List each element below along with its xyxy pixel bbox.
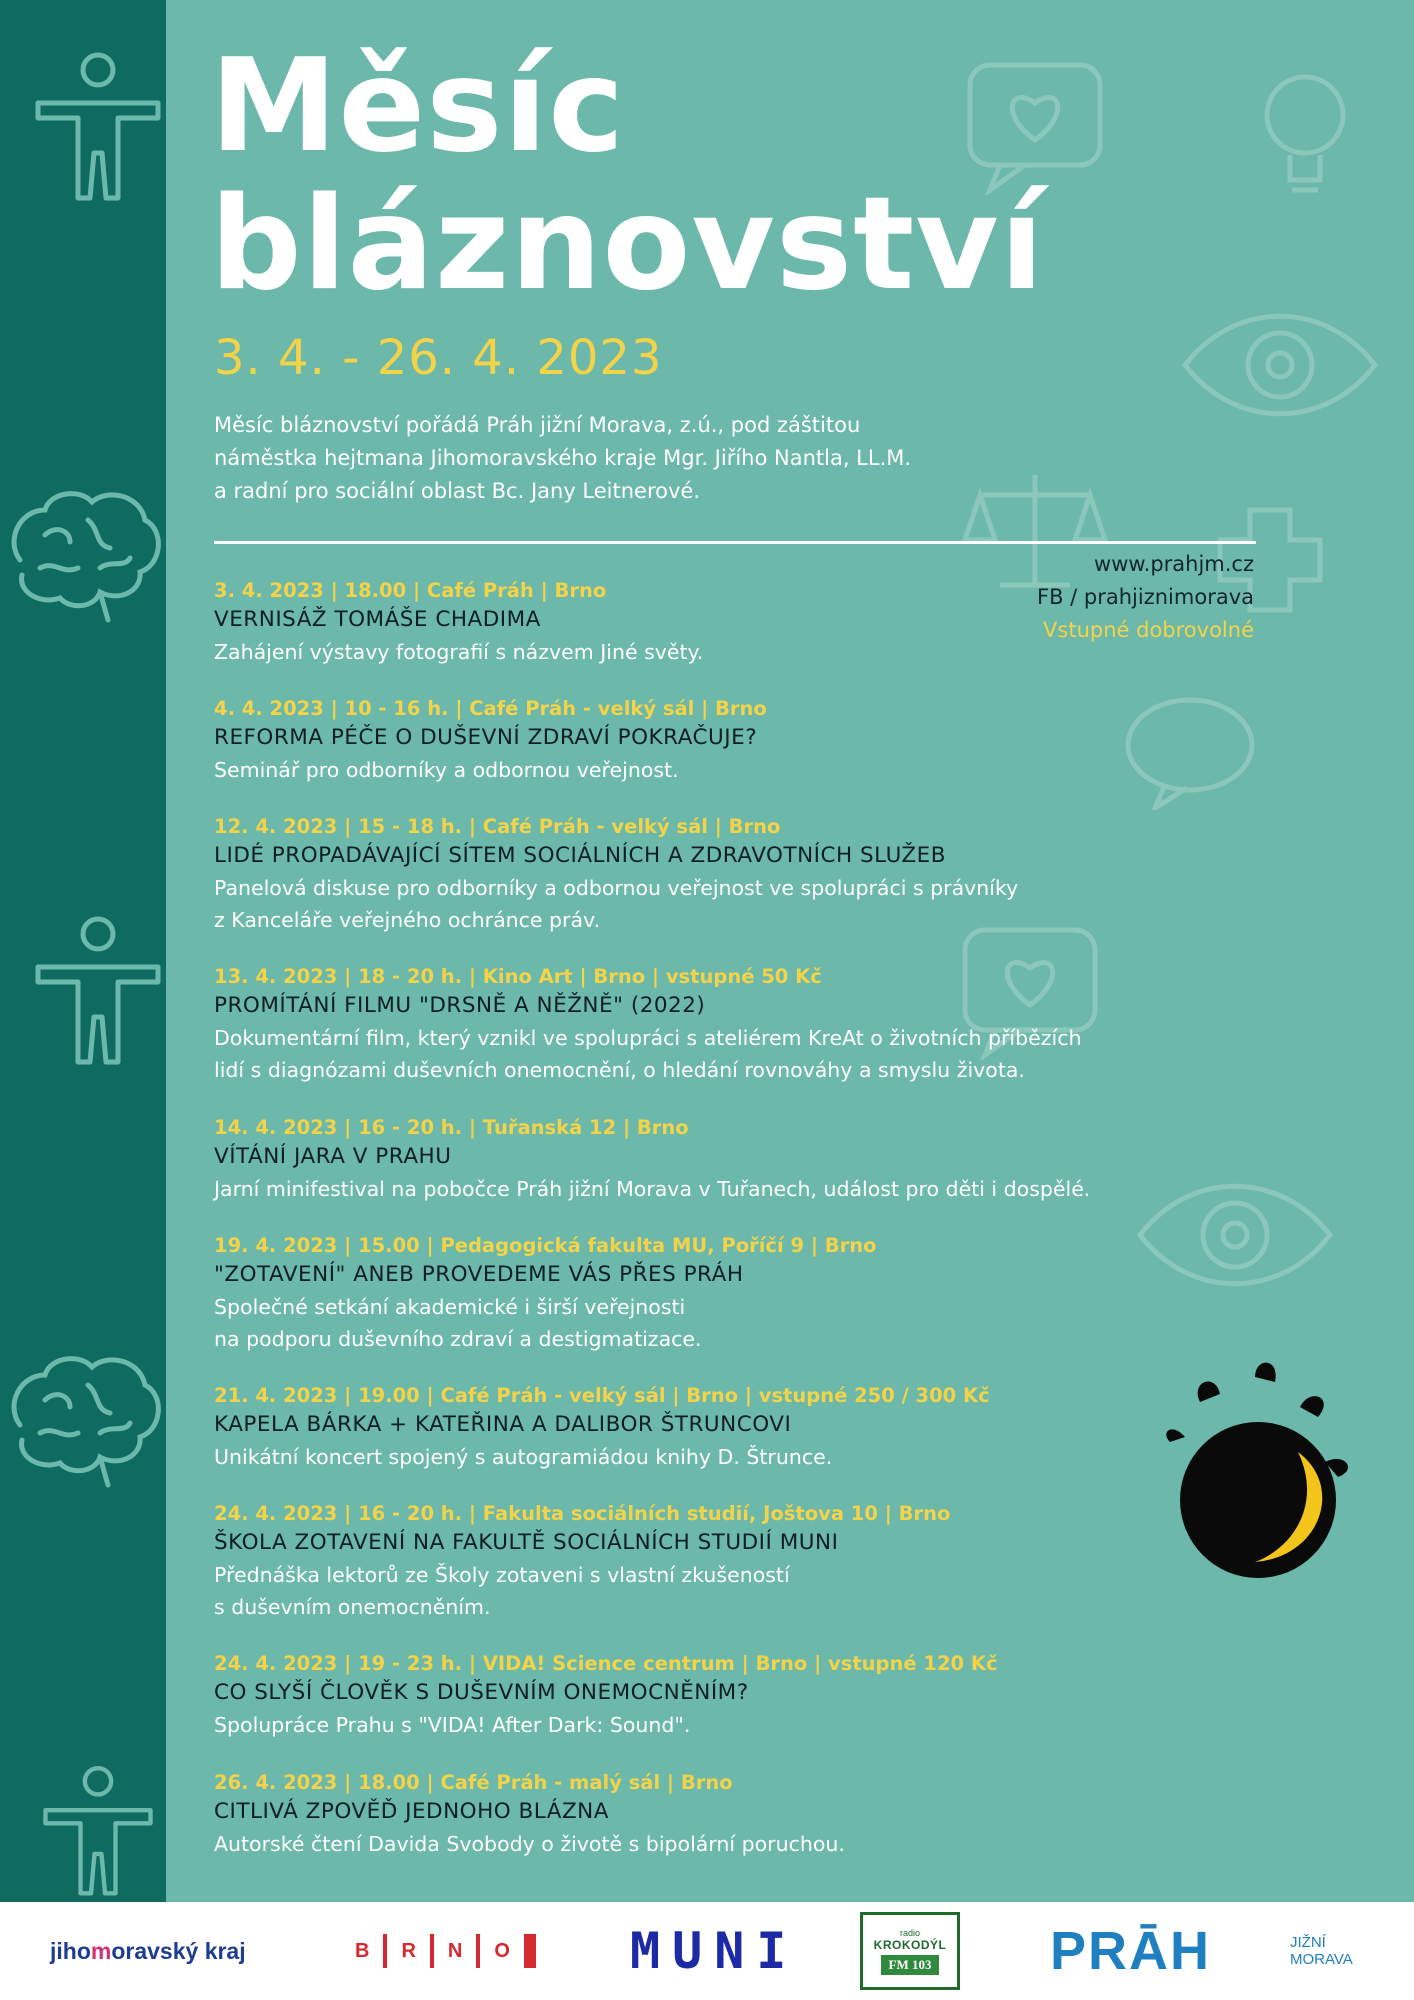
event-meta: 14. 4. 2023 | 16 - 20 h. | Tuřanská 12 | Brno xyxy=(214,1116,689,1139)
brno-logo xyxy=(355,1902,536,2000)
event-meta: 24. 4. 2023 | 19 - 23 h. | VIDA! Science centrum | Brno | vstupné 120 Kč xyxy=(214,1652,998,1675)
event-name: VERNISÁŽ TOMÁŠE CHADIMA xyxy=(214,607,541,632)
event-description: Jarní minifestival na pobočce Práh jižní Morava v Tuřanech, událost pro děti i dospělé. xyxy=(214,1177,1091,1201)
human-figure-icon xyxy=(30,1762,166,1902)
event-meta: 21. 4. 2023 | 19.00 | Café Práh - velký sál | Brno | vstupné 250 / 300 Kč xyxy=(214,1384,990,1407)
event-name: REFORMA PÉČE O DUŠEVNÍ ZDRAVÍ POKRAČUJE? xyxy=(214,725,758,750)
intro-line: náměstka hejtmana Jihomoravského kraje Mgr. Jiřího Nantla, LL.M. xyxy=(214,446,912,470)
brain-icon xyxy=(0,480,166,630)
brno-letter: O xyxy=(494,1939,510,1962)
event-description: Dokumentární film, který vznikl ve spolupráci s ateliérem KreAt o životních příbězích xyxy=(214,1026,1082,1050)
radio-label: radio xyxy=(899,1927,920,1938)
event-description: Unikátní koncert spojený s autogramiádou knihy D. Štrunce. xyxy=(214,1445,833,1469)
sun-crescent-logo xyxy=(1160,1352,1360,1592)
event-meta: 24. 4. 2023 | 16 - 20 h. | Fakulta sociálních studií, Joštova 10 | Brno xyxy=(214,1502,951,1525)
left-strip xyxy=(0,0,166,1902)
event-description: Panelová diskuse pro odborníky a odbornou veřejnost ve spolupráci s právníky xyxy=(214,876,1019,900)
facebook-link[interactable]: FB / prahjiznimorava xyxy=(1037,585,1254,609)
event-item xyxy=(214,814,1394,936)
event-meta: 12. 4. 2023 | 15 - 18 h. | Café Práh - velký sál | Brno xyxy=(214,815,781,838)
event-name: VÍTÁNÍ JARA V PRAHU xyxy=(214,1144,452,1169)
event-name: PROMÍTÁNÍ FILMU "DRSNĚ A NĚŽNĚ" (2022) xyxy=(214,993,706,1018)
intro-line: Měsíc bláznovství pořádá Práh jižní Morava, z.ú., pod záštitou xyxy=(214,413,861,437)
title-line-2: bláznovství xyxy=(210,170,1045,319)
prah-logo-subtitle xyxy=(1290,1902,1353,2000)
event-item xyxy=(214,1233,1394,1355)
event-name: ŠKOLA ZOTAVENÍ NA FAKULTĚ SOCIÁLNÍCH STUDIÍ MUNI xyxy=(214,1530,839,1555)
jihomoravsky-kraj-logo xyxy=(50,1902,246,2000)
event-name: "ZOTAVENÍ" ANEB PROVEDEME VÁS PŘES PRÁH xyxy=(214,1262,744,1287)
event-name: CO SLYŠÍ ČLOVĚK S DUŠEVNÍM ONEMOCNĚNÍM? xyxy=(214,1680,749,1705)
event-item xyxy=(214,964,1394,1086)
event-description: s duševním onemocněním. xyxy=(214,1595,491,1619)
event-description: Společné setkání akademické i širší veřejnosti xyxy=(214,1295,686,1319)
website-link[interactable]: www.prahjm.cz xyxy=(1094,552,1254,576)
event-item xyxy=(214,1770,1394,1860)
event-description: Přednáška lektorů ze Školy zotaveni s vlastní zkušeností xyxy=(214,1563,790,1587)
muni-logo: MUNI xyxy=(630,1922,799,1980)
date-range: 3. 4. - 26. 4. 2023 xyxy=(214,330,663,386)
event-item xyxy=(214,696,1394,786)
event-description: z Kanceláře veřejného ochránce práv. xyxy=(214,908,601,932)
event-meta: 4. 4. 2023 | 10 - 16 h. | Café Práh - velký sál | Brno xyxy=(214,697,767,720)
partner-footer xyxy=(0,1902,1414,2000)
title-line-1: Měsíc xyxy=(210,32,626,181)
event-description: lidí s diagnózami duševních onemocnění, o hledání rovnováhy a smyslu života. xyxy=(214,1058,1025,1082)
radio-frequency: FM 103 xyxy=(881,1955,940,1975)
logo-text: jiho xyxy=(50,1937,91,1964)
event-name: KAPELA BÁRKA + KATEŘINA A DALIBOR ŠTRUNCOVI xyxy=(214,1412,792,1437)
human-figure-icon xyxy=(30,912,166,1072)
brno-letter: B xyxy=(355,1939,370,1962)
radio-krokodyl-logo xyxy=(860,1902,960,2000)
brno-letter: R xyxy=(401,1939,416,1962)
page-title xyxy=(210,32,1045,319)
intro-text xyxy=(214,409,1194,508)
event-item xyxy=(214,1115,1394,1205)
brain-icon xyxy=(0,1345,166,1495)
event-meta: 19. 4. 2023 | 15.00 | Pedagogická fakulta MU, Poříčí 9 | Brno xyxy=(214,1234,877,1257)
eye-icon xyxy=(1175,300,1385,430)
lightbulb-icon xyxy=(1250,60,1360,200)
event-description: na podporu duševního zdraví a destigmatizace. xyxy=(214,1327,702,1351)
brno-letter: N xyxy=(447,1939,463,1962)
prah-subtitle-line: JIŽNÍ xyxy=(1290,1934,1326,1951)
event-item xyxy=(214,1651,1394,1741)
event-description: Zahájení výstavy fotografií s názvem Jiné světy. xyxy=(214,640,704,664)
divider xyxy=(214,541,1256,544)
logo-text: oravský kraj xyxy=(111,1937,246,1964)
event-name: LIDÉ PROPADÁVAJÍCÍ SÍTEM SOCIÁLNÍCH A ZDRAVOTNÍCH SLUŽEB xyxy=(214,843,946,868)
prah-logo: PRĀH xyxy=(1050,1921,1212,1981)
event-item xyxy=(214,578,1394,668)
entry-fee-note: Vstupné dobrovolné xyxy=(1043,618,1254,642)
human-figure-icon xyxy=(30,48,166,208)
event-description: Spolupráce Prahu s "VIDA! After Dark: Sound". xyxy=(214,1713,691,1737)
event-name: CITLIVÁ ZPOVĚĎ JEDNOHO BLÁZNA xyxy=(214,1799,609,1824)
event-meta: 26. 4. 2023 | 18.00 | Café Práh - malý sál | Brno xyxy=(214,1771,733,1794)
prah-subtitle-line: MORAVA xyxy=(1290,1951,1353,1968)
event-meta: 13. 4. 2023 | 18 - 20 h. | Kino Art | Brno | vstupné 50 Kč xyxy=(214,965,822,988)
event-description: Autorské čtení Davida Svobody o životě s bipolární poruchou. xyxy=(214,1832,845,1856)
logo-text-highlight: m xyxy=(90,1937,112,1964)
radio-name: KROKODÝL xyxy=(873,1937,947,1952)
intro-line: a radní pro sociální oblast Bc. Jany Leitnerové. xyxy=(214,479,701,503)
event-description: Seminář pro odborníky a odbornou veřejnost. xyxy=(214,758,679,782)
event-meta: 3. 4. 2023 | 18.00 | Café Práh | Brno xyxy=(214,579,607,602)
